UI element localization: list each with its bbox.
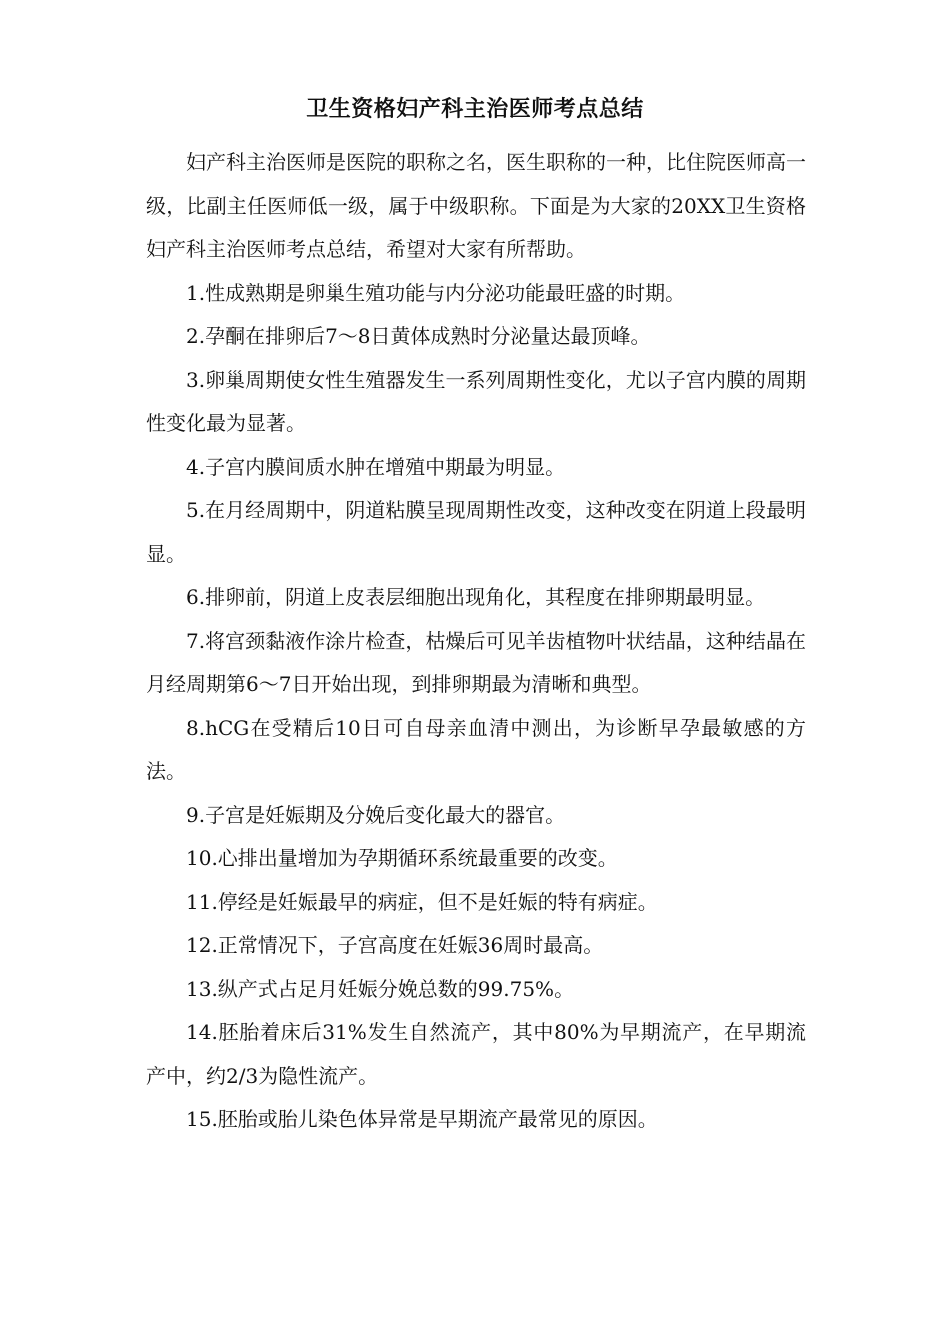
point-11: 11.停经是妊娠最早的病症，但不是妊娠的特有病症。 [186,889,658,914]
point-4: 4.子宫内膜间质水肿在增殖中期最为明显。 [186,454,566,479]
point-3: 3.卵巢周期使女性生殖器发生一系列周期性变化，尤以子宫内膜的周期性变化最为显著。 [146,367,806,435]
point-14: 14.胚胎着床后31%发生自然流产，其中80%为早期流产，在早期流产中，约2/3为隐性流产。 [146,1020,806,1088]
point-6: 6.排卵前，阴道上皮表层细胞出现角化，其程度在排卵期最明显。 [186,585,766,609]
document-body [146,141,806,1142]
document-title: 卫生资格妇产科主治医师考点总结 [306,96,644,122]
point-15: 15.胚胎或胎儿染色体异常是早期流产最常见的原因。 [186,1107,658,1131]
point-9: 9.子宫是妊娠期及分娩后变化最大的器官。 [186,802,566,827]
point-7: 7.将宫颈黏液作涂片检查，枯燥后可见羊齿植物叶状结晶，这种结晶在月经周期第6～7日开始出现，到排卵期最为清晰和典型。 [146,628,806,696]
point-10: 10.心排出量增加为孕期循环系统最重要的改变。 [186,846,618,870]
point-8: 8.hCG在受精后10日可自母亲血清中测出，为诊断早孕最敏感的方法。 [146,715,806,783]
point-1: 1.性成熟期是卵巢生殖功能与内分泌功能最旺盛的时期。 [186,280,686,305]
point-12: 12.正常情况下，子宫高度在妊娠36周时最高。 [186,933,604,957]
point-2: 2.孕酮在排卵后7～8日黄体成熟时分泌量达最顶峰。 [186,324,651,348]
point-13: 13.纵产式占足月妊娠分娩总数的99.75%。 [186,976,575,1001]
intro-paragraph: 妇产科主治医师是医院的职称之名，医生职称的一种，比住院医师高一级，比副主任医师低一级，属于中级职称。下面是为大家的20XX卫生资格妇产科主治医师考点总结，希望对大家有所帮助。 [146,150,806,261]
point-5: 5.在月经周期中，阴道粘膜呈现周期性改变，这种改变在阴道上段最明显。 [146,498,806,566]
